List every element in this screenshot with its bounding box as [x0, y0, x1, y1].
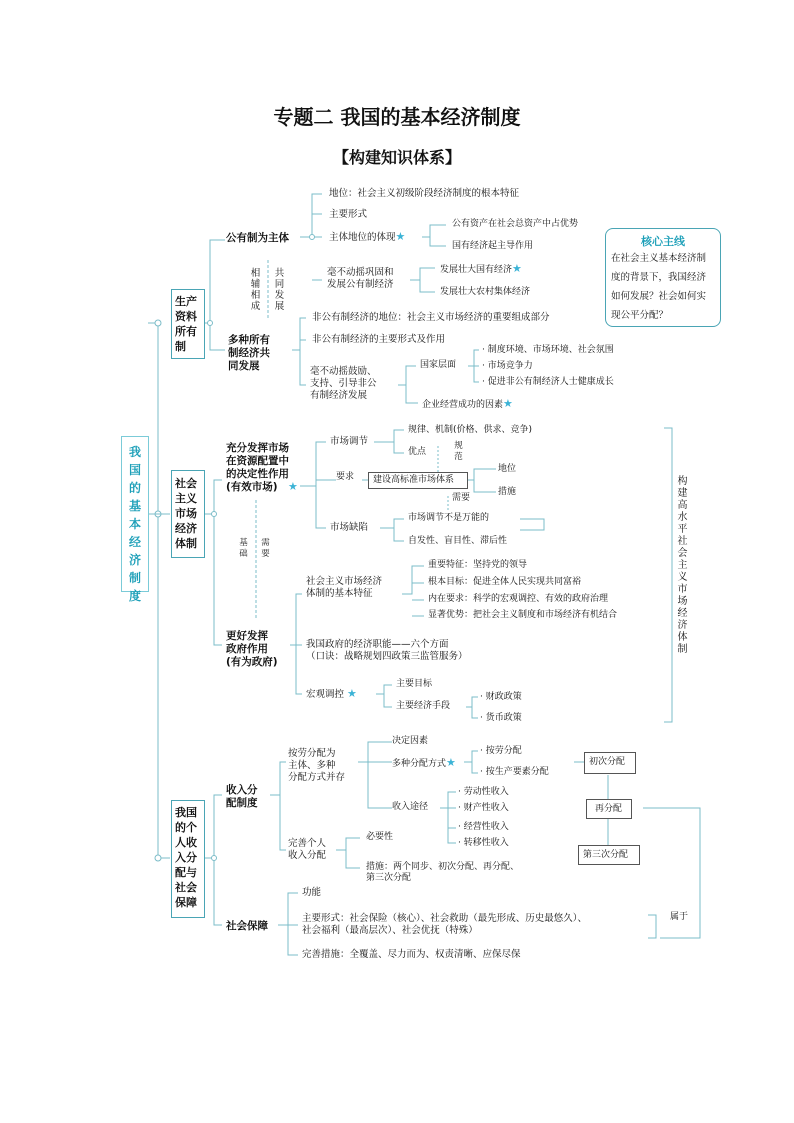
- main-forms: 主要形式: [329, 209, 368, 220]
- standard-status: 地位: [498, 464, 517, 474]
- asset-advantage: 公有资产在社会总资产中占优势: [452, 219, 579, 229]
- star-icon: ★: [512, 262, 522, 275]
- root-node: [121, 436, 149, 603]
- feature-1: 重要特征：坚持党的领导: [428, 560, 528, 570]
- core-box: [605, 228, 721, 327]
- channel-2: · 财产性收入: [458, 803, 509, 813]
- necessity: 必要性: [366, 832, 394, 842]
- gov-functions: 我国政府的经济职能——六个方面 （口诀：战略规划四政策三监管服务）: [306, 639, 468, 662]
- national-item-2: · 市场竞争力: [482, 361, 533, 371]
- national-item-1: · 制度环境、市场环境、社会氛围: [482, 345, 614, 355]
- basis-label: 基础: [239, 538, 248, 559]
- public-position: 地位：社会主义初级阶段经济制度的根本特征: [329, 188, 520, 199]
- decisive-factor: 决定因素: [392, 736, 429, 746]
- nonpublic-forms: 非公有制经济的主要形式及作用: [312, 334, 446, 345]
- third-distribution: 第三次分配: [583, 850, 629, 860]
- main-body: 主体地位的体现★: [329, 230, 406, 243]
- section2-node: [171, 470, 205, 558]
- section1-node: [171, 289, 205, 359]
- star-icon: ★: [446, 756, 456, 769]
- nonpublic-position: 非公有制经济的地位：社会主义市场经济的重要组成部分: [312, 312, 550, 323]
- channel-1: · 劳动性收入: [458, 787, 509, 797]
- encourage-nonpublic: 毫不动摇鼓励、 支持、引导非公 有制经济发展: [310, 366, 377, 401]
- standard-box: [368, 472, 468, 489]
- core-title: 核心主线: [641, 235, 685, 248]
- enterprise-factors: 企业经营成功的因素★: [422, 397, 513, 410]
- national-item-3: · 促进非公有制经济人士健康成长: [482, 377, 614, 387]
- consolidate-public: 毫不动摇巩固和 发展公有制经济: [327, 267, 394, 290]
- mutual-label-2: 共同发展: [274, 268, 285, 312]
- root-label: 我国的基本经济制度: [128, 445, 141, 603]
- effective-government: 更好发挥 政府作用 (有为政府): [226, 630, 278, 668]
- market-merits: 优点: [408, 447, 427, 457]
- second-distribution-box: [586, 799, 632, 819]
- feature-3: 内在要求：科学的宏观调控、有效的政府治理: [428, 594, 609, 604]
- feature-4: 显著优势：把社会主义制度和市场经济有机结合: [428, 610, 618, 620]
- method-1: · 按劳分配: [480, 746, 522, 756]
- standard-label: 建设高标准市场体系: [373, 475, 455, 485]
- grow-state: 发展壮大国有经济★: [440, 262, 522, 275]
- market-rules: 规律、机制(价格、供求、竞争): [408, 425, 533, 435]
- norm-label: 规范: [454, 441, 463, 462]
- effective-market: 充分发挥市场 在资源配置中 的决定性作用 (有效市场): [226, 442, 289, 493]
- main-goals: 主要目标: [396, 679, 433, 689]
- star-icon: ★: [395, 230, 406, 243]
- belongs-label: 属于: [670, 912, 689, 922]
- state-leading: 国有经济起主导作用: [452, 241, 534, 251]
- side-label: 构建高水平社会主义市场经济体制: [677, 476, 688, 655]
- defect-1: 市场调节不是万能的: [408, 513, 490, 523]
- market-defects: 市场缺陷: [330, 522, 369, 533]
- channel-3: · 经营性收入: [458, 822, 509, 832]
- require-label: 要求: [336, 472, 355, 482]
- distribution-methods: 多种分配方式★: [392, 756, 456, 769]
- feature-2: 根本目标：促进全体人民实现共同富裕: [428, 577, 582, 587]
- market-regulation: 市场调节: [330, 436, 369, 447]
- need2-label: 需要: [261, 538, 270, 559]
- page-title: 专题二 我国的基本经济制度: [273, 105, 521, 129]
- social-security: 社会保障: [226, 920, 268, 932]
- standard-measures: 措施: [498, 487, 517, 497]
- section2-label: 社会主义市场经济体制: [175, 477, 197, 550]
- section3-node: [171, 800, 205, 918]
- defect-2: 自发性、盲目性、滞后性: [408, 536, 508, 546]
- public-ownership: 公有制为主体: [226, 232, 289, 244]
- star-icon: ★: [288, 480, 298, 493]
- star-icon: ★: [347, 687, 357, 700]
- income-channels: 收入途径: [392, 802, 429, 812]
- security-forms: 主要形式：社会保险（核心）、社会救助（最先形成、历史最悠久）、 社会福利（最高层次）、社会优抚（特殊）: [302, 913, 588, 936]
- basic-features: 社会主义市场经济 体制的基本特征: [306, 576, 383, 599]
- core-text: 在社会主义基本经济制度的背景下，我国经济如何发展？社会如何实现公平分配？: [611, 253, 707, 321]
- monetary-policy: · 货币政策: [480, 713, 522, 723]
- first-distribution: 初次分配: [589, 757, 626, 767]
- second-distribution: 再分配: [595, 804, 623, 814]
- fiscal-policy: · 财政政策: [480, 692, 522, 702]
- mutual-label-1: 相辅相成: [250, 268, 261, 312]
- security-perfect: 完善措施：全覆盖、尽力而为、权责清晰、应保尽保: [302, 949, 521, 960]
- income-steps: 措施：两个同步、初次分配、再分配、 第三次分配: [366, 862, 520, 883]
- macro-control: 宏观调控 ★: [306, 687, 357, 700]
- method-2: · 按生产要素分配: [480, 767, 549, 777]
- channel-4: · 转移性收入: [458, 838, 509, 848]
- multi-ownership: 多种所有 制经济共 同发展: [228, 334, 270, 372]
- third-distribution-box: [578, 845, 640, 865]
- labor-main: 按劳分配为 主体、多种 分配方式并存: [288, 748, 346, 783]
- national-level: 国家层面: [420, 360, 457, 370]
- star-icon: ★: [503, 397, 513, 410]
- main-means: 主要经济手段: [396, 701, 451, 711]
- section3-label: 我国的个人收入分配与社会保障: [175, 806, 197, 909]
- page-subtitle: 【构建知识体系】: [332, 148, 461, 167]
- section1-label: 生产资料所有制: [175, 295, 197, 353]
- grow-rural: 发展壮大农村集体经济: [440, 287, 531, 297]
- need-label: 需要: [452, 493, 471, 503]
- improve-income: 完善个人 收入分配: [288, 838, 327, 861]
- first-distribution-box: [584, 752, 636, 774]
- security-function: 功能: [302, 887, 322, 898]
- income-system: 收入分 配制度: [226, 784, 258, 809]
